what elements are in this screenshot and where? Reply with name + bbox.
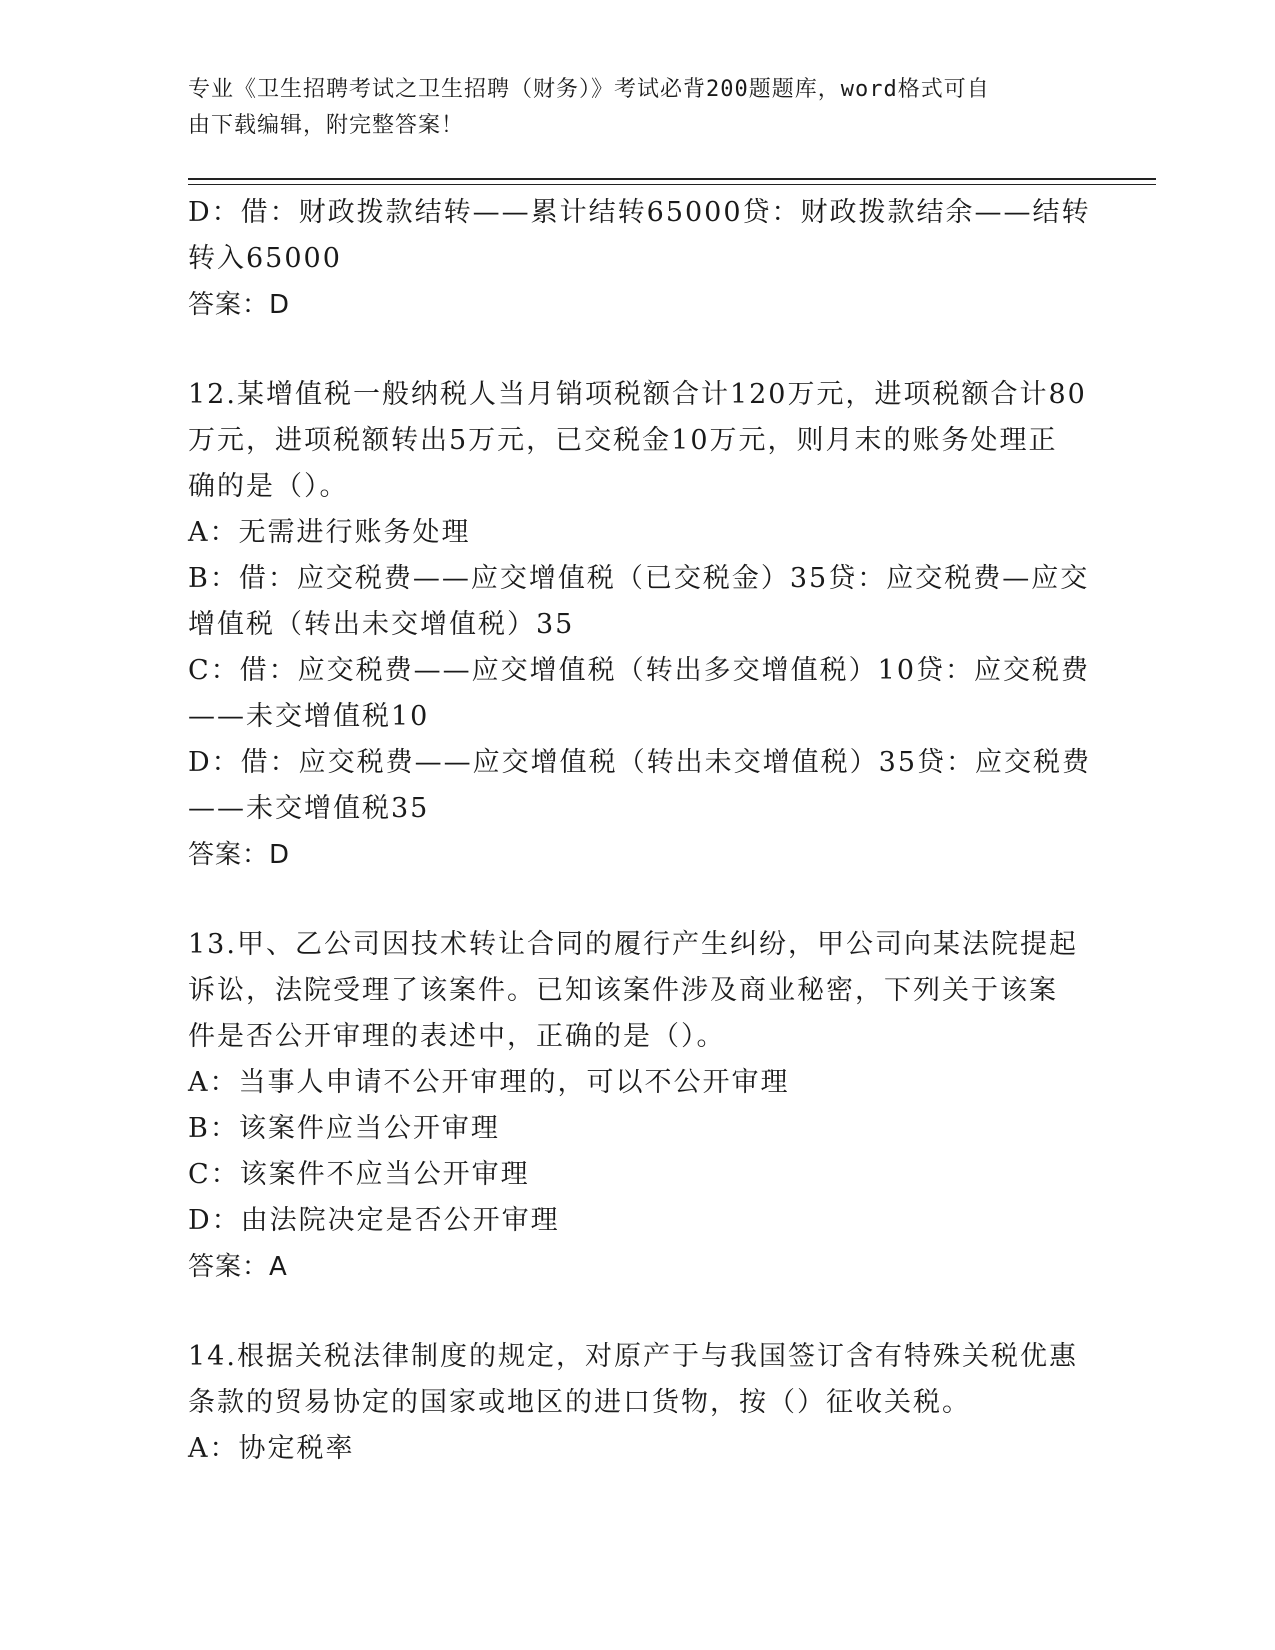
question-13 [188,922,1088,1290]
option-a: A：无需进行账务处理 [188,517,471,548]
question-stem-continued: 诉讼，法院受理了该案件。已知该案件涉及商业秘密，下列关于该案 [188,975,1058,1006]
spacer [188,878,1088,922]
question-stem: 13.甲、乙公司因技术转让合同的履行产生纠纷，甲公司向某法院提起 [188,929,1078,960]
option-c: C：该案件不应当公开审理 [188,1159,530,1190]
question-stem-continued: 件是否公开审理的表述中，正确的是（）。 [188,1021,726,1052]
option-c-continued: ——未交增值税10 [188,701,430,732]
option-b-continued: 增值税（转出未交增值税）35 [188,609,575,640]
answer: 答案：D [188,290,291,320]
header-line-1: 专业《卫生招聘考试之卫生招聘（财务）》考试必背200题题库，word格式可自 [188,77,990,102]
question-stem: 12.某增值税一般纳税人当月销项税额合计120万元，进项税额合计80 [188,379,1087,410]
option-a: A：当事人申请不公开审理的，可以不公开审理 [188,1067,790,1098]
spacer [188,1290,1088,1334]
question-12 [188,372,1092,878]
option-d-continued: 转入65000 [188,243,342,274]
answer: 答案：D [188,840,291,870]
option-a: A：协定税率 [188,1433,355,1464]
option-d-continued: ——未交增值税35 [188,793,430,824]
header-line-2: 由下载编辑，附完整答案！ [188,113,465,138]
header-divider-thin [188,184,1156,185]
spacer [188,328,1088,372]
previous-question-tail [188,190,1091,328]
question-14 [188,1334,1088,1472]
question-stem-continued: 万元，进项税额转出5万元，已交税金10万元，则月末的账务处理正 [188,425,1058,456]
option-b: B：该案件应当公开审理 [188,1113,500,1144]
document-body [188,190,1092,1472]
option-c: C：借：应交税费——应交增值税（转出多交增值税）10贷：应交税费 [188,655,1091,686]
document-header [188,72,1088,144]
answer: 答案：A [188,1252,288,1282]
header-divider-thick [188,178,1156,180]
question-stem-continued: 条款的贸易协定的国家或地区的进口货物，按（）征收关税。 [188,1387,971,1418]
question-stem: 14.根据关税法律制度的规定，对原产于与我国签订含有特殊关税优惠 [188,1341,1078,1372]
question-stem-continued: 确的是（）。 [188,471,349,502]
option-d: D：由法院决定是否公开审理 [188,1205,560,1236]
option-d: D：借：应交税费——应交增值税（转出未交增值税）35贷：应交税费 [188,747,1092,778]
option-b: B：借：应交税费——应交增值税（已交税金）35贷：应交税费—应交 [188,563,1090,594]
option-d: D：借：财政拨款结转——累计结转65000贷：财政拨款结余——结转 [188,197,1091,228]
